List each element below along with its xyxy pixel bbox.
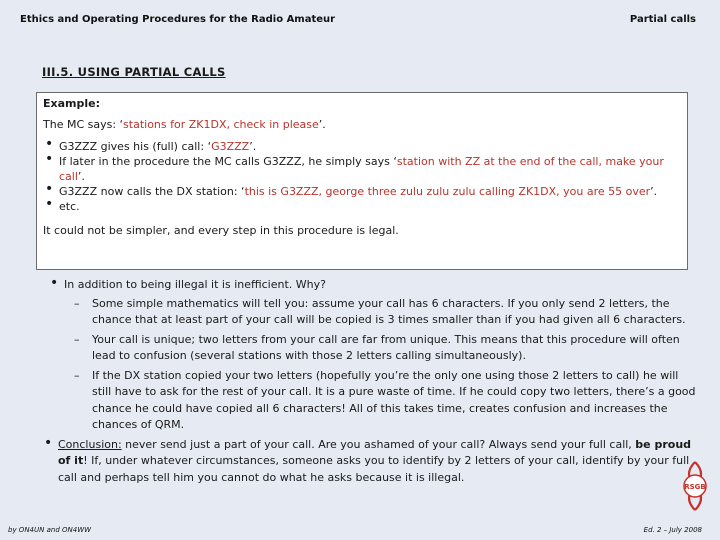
example-mc-line: The MC says: ‘stations for ZK1DX, check in please’.	[43, 118, 326, 131]
rsgb-logo-icon	[674, 456, 716, 514]
point-inefficient: • In addition to being illegal it is inefficient. Why?	[44, 277, 696, 294]
bullet-3-quote: this is G3ZZZ, george three zulu zulu zulu calling ZK1DX, you are 55 over	[244, 185, 651, 198]
example-closing: It could not be simpler, and every step in this procedure is legal.	[43, 224, 399, 237]
conclusion-paragraph: • Conclusion: never send just a part of your call. Are you ashamed of your call? Always send your full call, be proud of it! If, under whatever circumstances, someone asks you to identify by 2 letters of your call, identify by your full call and perhaps tell him you cannot do what he asks because it is illegal.	[44, 437, 696, 487]
example-box	[36, 92, 688, 270]
main-content	[44, 277, 696, 486]
example-bullet-3: • G3ZZZ now calls the DX station: ‘this is G3ZZZ, george three zulu zulu zulu calling ZK1DX, you are 55 over’.	[43, 184, 681, 199]
bullet-2-quote: station with ZZ at the end of the call, make your call	[59, 155, 664, 183]
conclusion-label: Conclusion:	[58, 437, 122, 451]
header-section-title: Partial calls	[629, 14, 696, 25]
example-bullet-1: • G3ZZZ gives his (full) call: ‘G3ZZZ’.	[43, 139, 681, 154]
example-bullet-4: • etc.	[43, 199, 681, 214]
footer-authors: by ON4UN and ON4WW	[8, 526, 92, 534]
header-document-title: Ethics and Operating Procedures for the Radio Amateur	[20, 14, 336, 25]
page-title: III.5. USING PARTIAL CALLS	[42, 65, 226, 79]
logo-text: RSGB	[684, 483, 706, 491]
sub-point-mathematics: – Some simple mathematics will tell you: assume your call has 6 characters. If you only send 2 letters, the chance that at least part of your call will be copied is 3 times smaller than if you had given all 6 characters.	[44, 296, 696, 329]
example-label: Example:	[43, 97, 100, 110]
mc-quote: stations for ZK1DX, check in please	[123, 118, 319, 131]
sub-point-waste: – If the DX station copied your two letters (hopefully you’re the only one using those 2 letters to call) he will still have to ask for the rest of your call. It is a pure waste of time. If he could copy two letters, there’s a good chance he could have copied all 6 characters! All of this takes time, creates confusion and increases the chances of QRM.	[44, 368, 696, 434]
sub-point-unique: – Your call is unique; two letters from your call are far from unique. This means that this procedure will often lead to confusion (several stations with those 2 letters calling simultaneously).	[44, 332, 696, 365]
footer-edition: Ed. 2 – July 2008	[643, 526, 702, 534]
bullet-1-quote: G3ZZZ	[211, 140, 250, 153]
conclusion-emphasis: be proud of it	[58, 437, 692, 467]
example-bullet-2: • If later in the procedure the MC calls G3ZZZ, he simply says ‘station with ZZ at the end of the call, make your call’.	[43, 154, 681, 184]
